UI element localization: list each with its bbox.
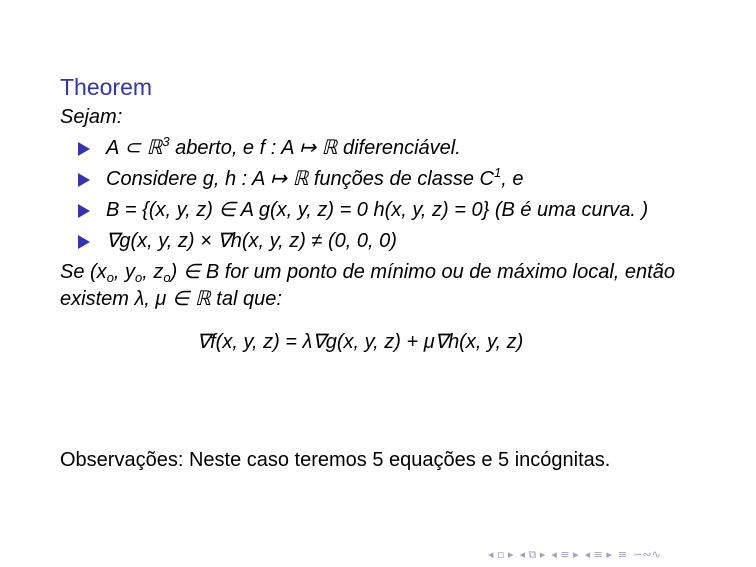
triangle-bullet-icon — [78, 142, 90, 156]
lagrange-equation: ∇f(x, y, z) = λ∇g(x, y, z) + μ∇h(x, y, z) — [196, 331, 524, 353]
nav-align-icon[interactable]: ≡ — [617, 548, 628, 561]
conclusion-sub: o — [106, 270, 114, 285]
hypothesis-list — [60, 135, 720, 255]
list-item — [60, 228, 720, 255]
theorem-title: Theorem — [60, 74, 153, 100]
item-sup: 1 — [493, 165, 502, 180]
item-text-b: aberto, e f : A ↦ ℝ diferenciável. — [169, 137, 461, 159]
nav-part-icon[interactable]: ◂ ≡ ▸ — [584, 548, 612, 561]
list-item — [60, 135, 720, 162]
triangle-bullet-icon — [78, 204, 90, 218]
theorem-intro: Sejam: — [60, 106, 123, 128]
triangle-bullet-icon — [78, 173, 90, 187]
item-text-a: Considere g, h : A ↦ ℝ funções de classe C — [106, 168, 494, 190]
item-text: ∇g(x, y, z) × ∇h(x, y, z) ≠ (0, 0, 0) — [106, 230, 397, 252]
nav-section-icon[interactable]: ◂ ≡ ▸ — [551, 548, 579, 561]
list-item — [60, 166, 720, 193]
conclusion-sub: o — [163, 270, 171, 285]
theorem-body — [60, 104, 720, 356]
item-text-b: , e — [501, 168, 524, 190]
conclusion-sub: o — [135, 270, 143, 285]
theorem-conclusion — [60, 259, 720, 313]
nav-search-icon[interactable]: ∽∾∿ — [633, 548, 661, 561]
item-text: B = {(x, y, z) ∈ A g(x, y, z) = 0 h(x, y, z) = 0} (B é uma curva. ) — [106, 199, 649, 221]
conclusion-part: Se (x — [60, 261, 107, 283]
conclusion-part: ) ∈ B for um ponto de mínimo ou de máximo local, então existem λ, μ ∈ ℝ tal que: — [60, 261, 675, 310]
nav-subsection-icon[interactable]: ◂ ⧉ ▸ — [519, 548, 546, 561]
conclusion-part: , y — [113, 261, 136, 283]
observacoes-text: Observações: Neste caso teremos 5 equações e 5 incógnitas. — [60, 449, 611, 471]
triangle-bullet-icon — [78, 235, 90, 249]
beamer-navigation — [488, 548, 661, 562]
item-text-a: A ⊂ ℝ — [106, 137, 163, 159]
nav-frame-icon[interactable]: ◂ ▫ ▸ — [488, 548, 514, 561]
item-sup: 3 — [162, 134, 170, 149]
conclusion-part: , z — [142, 261, 164, 283]
list-item — [60, 197, 720, 224]
